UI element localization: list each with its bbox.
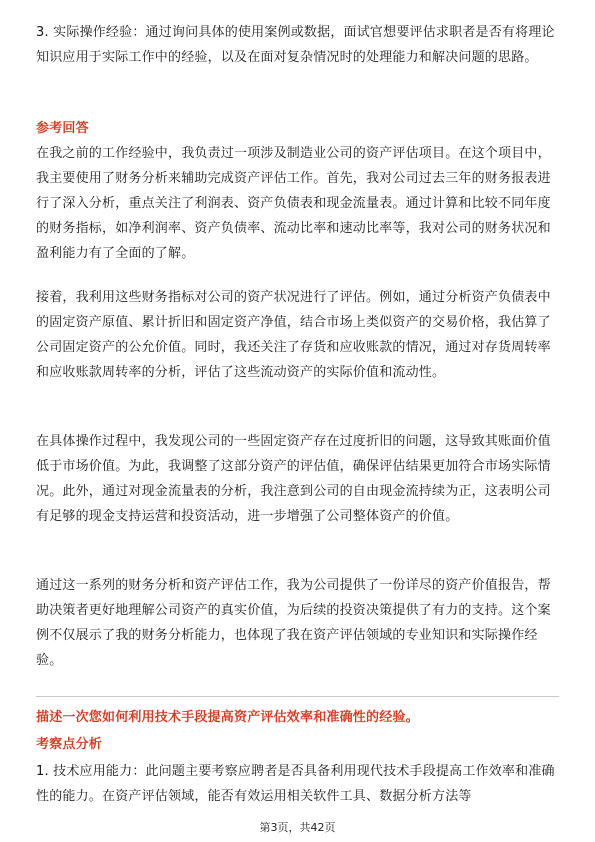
intro-item-3: 3. 实际操作经验：通过询问具体的使用案例或数据，面试官想要评估求职者是否有将理论知识应用于实际工作中的经验，以及在面对复杂情况时的处理能力和解决问题的思路。 (36, 25, 555, 65)
answer-heading: 参考回答 (36, 121, 89, 136)
page-footer: 第3页，共42页 (259, 821, 336, 834)
answer-paragraph-4: 通过这一系列的财务分析和资产评估工作，我为公司提供了一份详尽的资产价值报告，帮助决策者更好地理解公司资产的真实价值，为后续的投资决策提供了有力的支持。这个案例不仅展示了我的财务分析能力，也体现了我在资产评估领域的专业知识和实际操作经验。 (36, 578, 551, 668)
analysis-item-1: 1. 技术应用能力：此问题主要考察应聘者是否具备利用现代技术手段提高工作效率和准确性的能力。在资产评估领域，能否有效运用相关软件工具、数据分析方法等 (36, 764, 555, 804)
answer-paragraph-3: 在具体操作过程中，我发现公司的一些固定资产存在过度折旧的问题，这导致其账面价值低于市场价值。为此，我调整了这部分资产的评估值，确保评估结果更加符合市场实际情况。此外，通过对现金流量表的分析，我注意到公司的自由现金流持续为正，这表明公司有足够的现金支持运营和投资活动，进一步增强了公司整体资产的价值。 (36, 434, 551, 524)
section-divider (36, 696, 559, 697)
question-2-title: 描述一次您如何利用技术手段提高资产评估效率和准确性的经验。 (36, 710, 419, 725)
answer-paragraph-1: 在我之前的工作经验中，我负责过一项涉及制造业公司的资产评估项目。在这个项目中，我主要使用了财务分析来辅助完成资产评估工作。首先，我对公司过去三年的财务报表进行了深入分析，重点关注了利润表、资产负债表和现金流量表。通过计算和比较不同年度的财务指标，如净利润率、资产负债率、流动比率和速动比率等，我对公司的财务状况和盈利能力有了全面的了解。 (36, 146, 551, 261)
answer-paragraph-2: 接着，我利用这些财务指标对公司的资产状况进行了评估。例如，通过分析资产负债表中的固定资产原值、累计折旧和固定资产净值，结合市场上类似资产的交易价格，我估算了公司固定资产的公允价值。同时，我还关注了存货和应收账款的情况，通过对存货周转率和应收账款周转率的分析，评估了这些流动资产的实际价值和流动性。 (36, 290, 551, 380)
analysis-heading: 考察点分析 (36, 737, 103, 752)
